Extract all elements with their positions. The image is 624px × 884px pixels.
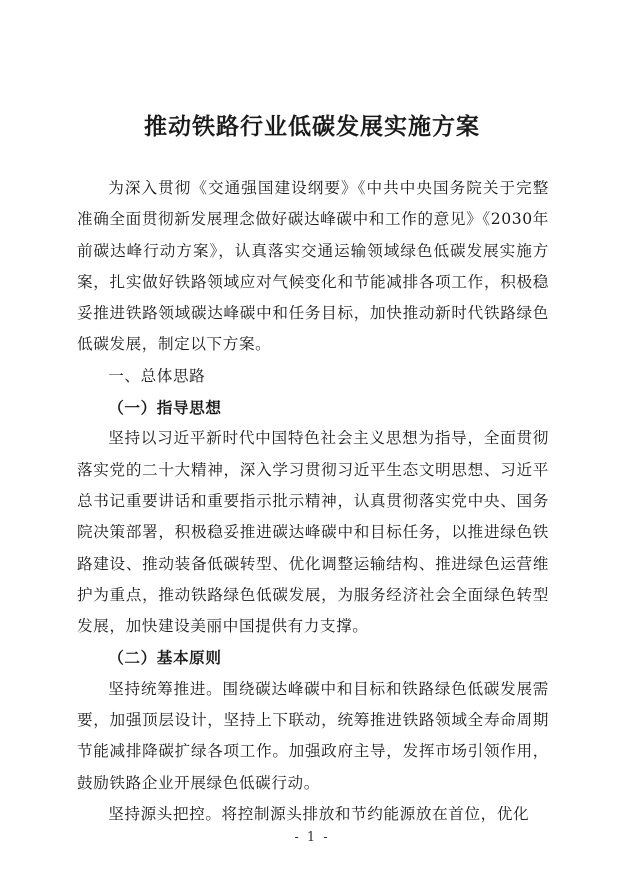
intro-paragraph: 为深入贯彻《交通强国建设纲要》《中共中央国务院关于完整准确全面贯彻新发展理念做好碳达峰碳中和工作的意见》《2030年前碳达峰行动方案》，认真落实交通运输领域绿色低碳发展实施方案，扎实做好铁路领域应对气候变化和节能减排各项工作，积极稳妥推进铁路领域碳达峰碳中和任务目标，加快推动新时代铁路绿色低碳发展，制定以下方案。 <box>77 179 549 354</box>
subsection-heading-guiding-ideology: （一）指导思想 <box>108 398 222 418</box>
section-heading-overall-approach: 一、总体思路 <box>108 366 206 385</box>
subsection-heading-basic-principles: （二）基本原则 <box>108 648 222 668</box>
guiding-ideology-paragraph: 坚持以习近平新时代中国特色社会主义思想为指导，全面贯彻落实党的二十大精神，深入学习贯彻习近平生态文明思想、习近平总书记重要讲话和重要指示批示精神，认真贯彻落实党中央、国务院决策部署，积极稳妥推进碳达峰碳中和目标任务，以推进绿色铁路建设、推动装备低碳转型、优化调整运输结构、推进绿色运营维护为重点，推动铁路绿色低碳发展，为服务经济社会全面绿色转型发展，加快建设美丽中国提供有力支撑。 <box>77 429 549 636</box>
page-number: - 1 - <box>294 830 330 845</box>
principle-coordinated-paragraph: 坚持统筹推进。围绕碳达峰碳中和目标和铁路绿色低碳发展需要，加强顶层设计，坚持上下联动，统筹推进铁路领域全寿命周期节能减排降碳扩绿各项工作。加强政府主导，发挥市场引领作用，鼓励铁路企业开展绿色低碳行动。 <box>77 679 549 792</box>
document-title: 推动铁路行业低碳发展实施方案 <box>144 113 480 140</box>
principle-source-control-paragraph: 坚持源头把控。将控制源头排放和节约能源放在首位，优化 <box>108 804 530 823</box>
document-body <box>77 173 549 830</box>
